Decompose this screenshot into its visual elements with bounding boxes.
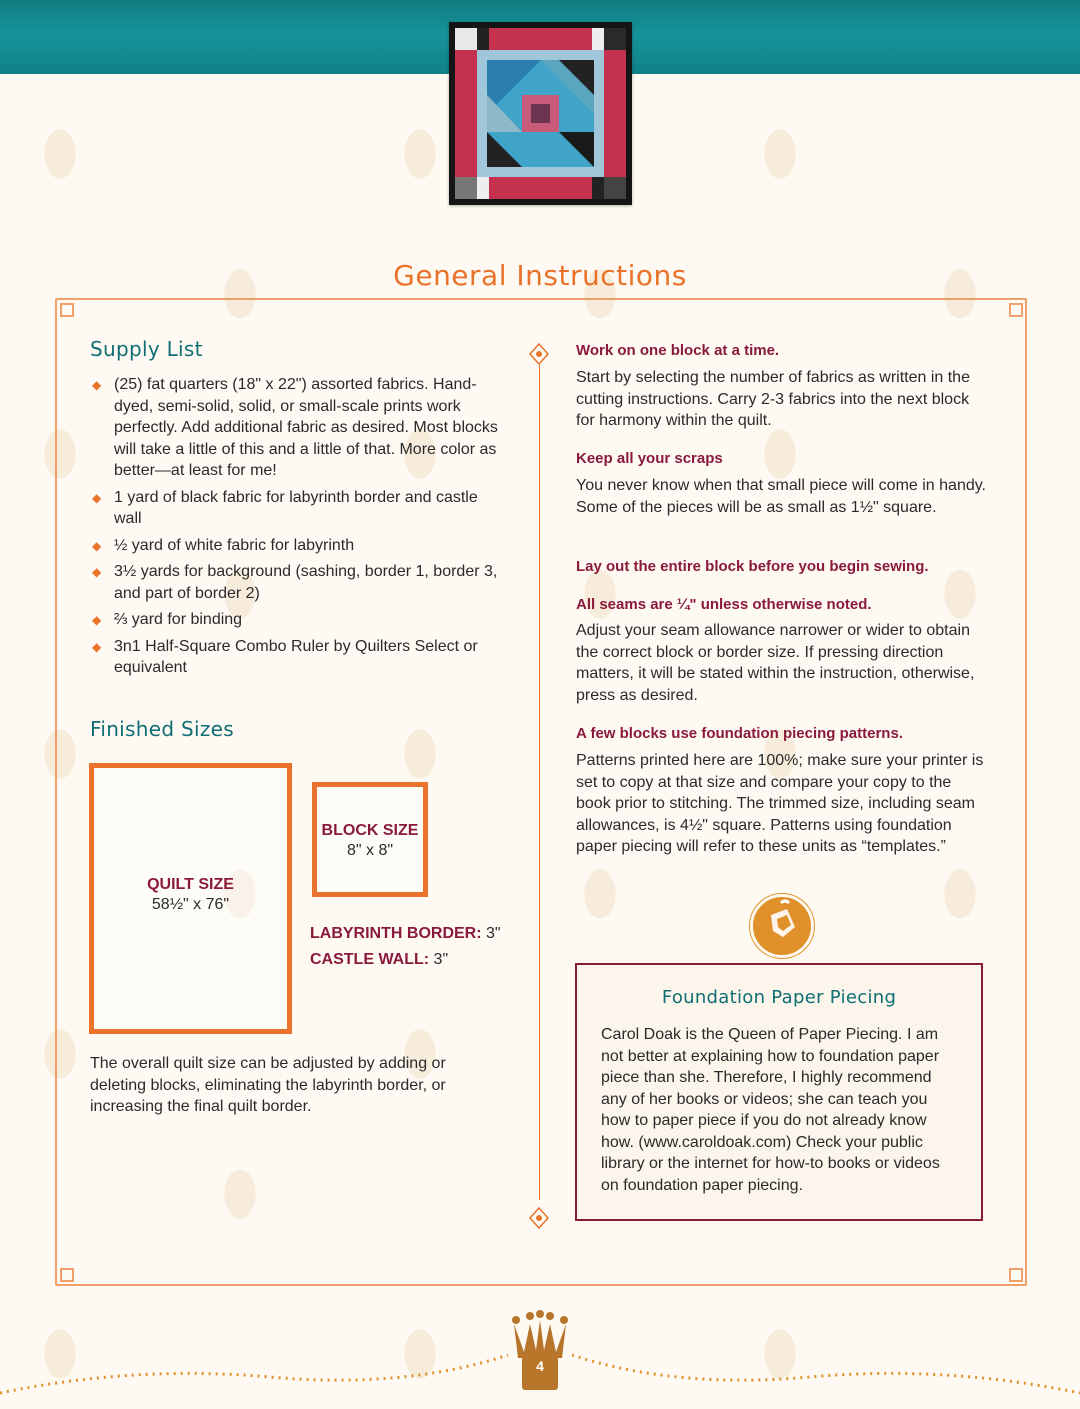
castle-wall-spec: CASTLE WALL: 3" xyxy=(310,951,449,968)
labyrinth-border-spec: LABYRINTH BORDER: 3" xyxy=(310,925,501,942)
list-item: ◆ ⅔ yard for binding xyxy=(90,609,500,631)
sewing-machine-icon xyxy=(750,894,814,958)
fpp-title: Foundation Paper Piecing xyxy=(661,987,897,1008)
page-number: 4 xyxy=(536,1358,544,1374)
frame-corner-ornament xyxy=(60,1268,74,1282)
quilt-block-image xyxy=(449,22,632,205)
supply-list xyxy=(90,374,500,684)
list-item: ◆ ½ yard of white fabric for labyrinth xyxy=(90,535,500,557)
supply-list-heading: Supply List xyxy=(90,337,203,361)
block-size-label: BLOCK SIZE 8" x 8" xyxy=(321,822,419,859)
list-item: ◆ (25) fat quarters (18" x 22") assorted fabrics. Hand-dyed, semi-solid, solid, or small-scale prints work perfectly. Add additional fabric as desired. Most blocks will take a little of this and a little of that. More color as better—at least for me! xyxy=(92,376,498,479)
instruction-heading: Lay out the entire block before you begin sewing. xyxy=(576,558,929,575)
list-item: ◆ 3n1 Half-Square Combo Ruler by Quilters Select or equivalent xyxy=(92,637,478,676)
bullet-icon: ◆ xyxy=(92,613,102,627)
bullet-icon: ◆ xyxy=(92,538,102,553)
instruction-heading: Work on one block at a time. xyxy=(576,342,780,359)
instruction-body: Adjust your seam allowance narrower or wider to obtain the correct block or border size. If pressing direction matters, it will be stated within the instruction, otherwise, press as desired. xyxy=(576,622,975,704)
bullet-icon: ◆ xyxy=(92,378,102,392)
diamond-ornament-icon xyxy=(528,1207,550,1229)
instruction-heading: A few blocks use foundation piecing patterns. xyxy=(576,725,903,742)
finished-sizes-heading: Finished Sizes xyxy=(90,717,234,741)
bullet-icon: ◆ xyxy=(92,639,102,654)
finished-size-note: The overall quilt size can be adjusted by adding or deleting blocks, eliminating the labyrinth border, or increasing the final quilt border. xyxy=(90,1055,446,1115)
instruction-body: Patterns printed here are 100%; make sure your printer is set to copy at that size and compare your copy to the book prior to stitching. The trimmed size, including seam allowances, is 4½" square. Patterns using foundation paper piecing will refer to these units as “templates.” xyxy=(576,752,984,855)
instruction-body: Start by selecting the number of fabrics as written in the cutting instructions. Carry 2-3 fabrics into the next block for harmony within the quilt. xyxy=(576,369,970,429)
frame-corner-ornament xyxy=(1009,303,1023,317)
fpp-body: Carol Doak is the Queen of Paper Piecing. I am not better at explaining how to foundation paper piece than she. Therefore, I highly recommend any of her books or videos; she can teach you how to paper piece if you do not already know how. (www.caroldoak.com) Check your public library or the internet for how-to books or videos on foundation paper piecing. xyxy=(601,1026,940,1194)
bullet-icon: ◆ xyxy=(92,565,102,579)
bullet-icon: ◆ xyxy=(92,490,102,505)
diamond-ornament-icon xyxy=(528,343,550,365)
frame-corner-ornament xyxy=(60,303,74,317)
instruction-heading: All seams are ¼" unless otherwise noted. xyxy=(576,596,872,613)
instruction-body: You never know when that small piece will come in handy. Some of the pieces will be as small as 1½" square. xyxy=(576,477,986,516)
instruction-heading: Keep all your scraps xyxy=(576,450,723,467)
quilt-size-label: QUILT SIZE 58½" x 76" xyxy=(147,876,234,913)
crown-icon xyxy=(508,1310,572,1396)
page-title: General Instructions xyxy=(393,258,687,292)
list-item: ◆ 1 yard of black fabric for labyrinth border and castle wall xyxy=(92,488,478,527)
frame-corner-ornament xyxy=(1009,1268,1023,1282)
column-divider xyxy=(539,365,540,1200)
list-item: ◆ 3½ yards for background (sashing, border 1, border 3, and part of border 2) xyxy=(92,563,498,602)
